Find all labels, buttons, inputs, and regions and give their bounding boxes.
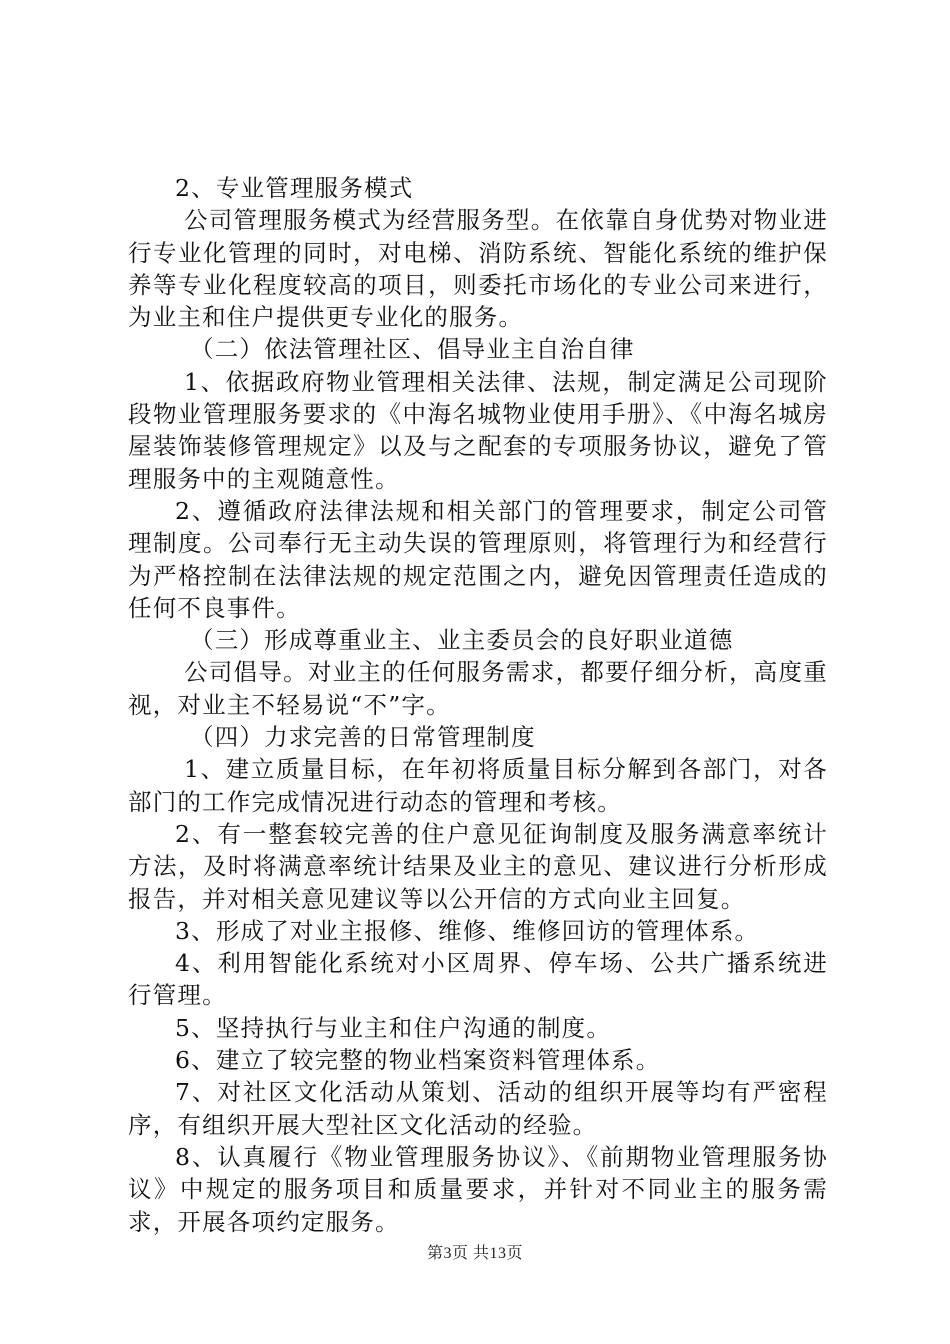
body-paragraph: 公司倡导。对业主的任何服务需求，都要仔细分析，高度重视，对业主不轻易说“不”字。 bbox=[128, 658, 828, 719]
body-paragraph: 1、依据政府物业管理相关法律、法规，制定满足公司现阶段物业管理服务要求的《中海名城物业使用手册》、《中海名城房屋装饰装修管理规定》以及与之配套的专项服务协议，避免了管理服务中的主观随意性。 bbox=[128, 367, 828, 493]
body-paragraph: 公司管理服务模式为经营服务型。在依靠自身优势对物业进行专业化管理的同时，对电梯、消防系统、智能化系统的维护保养等专业化程度较高的项目，则委托市场化的专业公司来进行，为业主和住户提供更专业化的服务。 bbox=[128, 206, 828, 332]
body-paragraph: 3、形成了对业主报修、维修、维修回访的管理体系。 bbox=[175, 916, 760, 945]
body-paragraph: 2、遵循政府法律法规和相关部门的管理要求，制定公司管理制度。公司奉行无主动失误的管理原则，将管理行为和经营行为严格控制在法律法规的规定范围之内，避免因管理责任造成的任何不良事件。 bbox=[128, 496, 828, 622]
document-body bbox=[128, 172, 828, 1238]
section-heading: （二）依法管理社区、倡导业主自治自律 bbox=[190, 335, 635, 364]
body-paragraph: 7、对社区文化活动从策划、活动的组织开展等均有严密程序，有组织开展大型社区文化活动的经验。 bbox=[128, 1078, 828, 1139]
page-number-footer: 第3页 共13页 bbox=[426, 1245, 523, 1262]
section-heading: 2、专业管理服务模式 bbox=[175, 174, 414, 202]
body-paragraph: 2、有一整套较完善的住户意见征询制度及服务满意率统计方法，及时将满意率统计结果及业主的意见、建议进行分析形成报告，并对相关意见建议等以公开信的方式向业主回复。 bbox=[128, 819, 828, 913]
body-paragraph: 5、坚持执行与业主和住户沟通的制度。 bbox=[175, 1013, 612, 1042]
section-heading: （三）形成尊重业主、业主委员会的良好职业道德 bbox=[190, 626, 734, 655]
body-paragraph: 8、认真履行《物业管理服务协议》、《前期物业管理服务协议》中规定的服务项目和质量要求，并针对不同业主的服务需求，开展各项约定服务。 bbox=[128, 1142, 828, 1236]
body-paragraph: 1、建立质量目标，在年初将质量目标分解到各部门，对各部门的工作完成情况进行动态的管理和考核。 bbox=[128, 755, 828, 816]
body-paragraph: 4、利用智能化系统对小区周界、停车场、公共广播系统进行管理。 bbox=[128, 949, 828, 1010]
section-heading: （四）力求完善的日常管理制度 bbox=[190, 723, 536, 752]
body-paragraph: 6、建立了较完整的物业档案资料管理体系。 bbox=[175, 1046, 661, 1075]
